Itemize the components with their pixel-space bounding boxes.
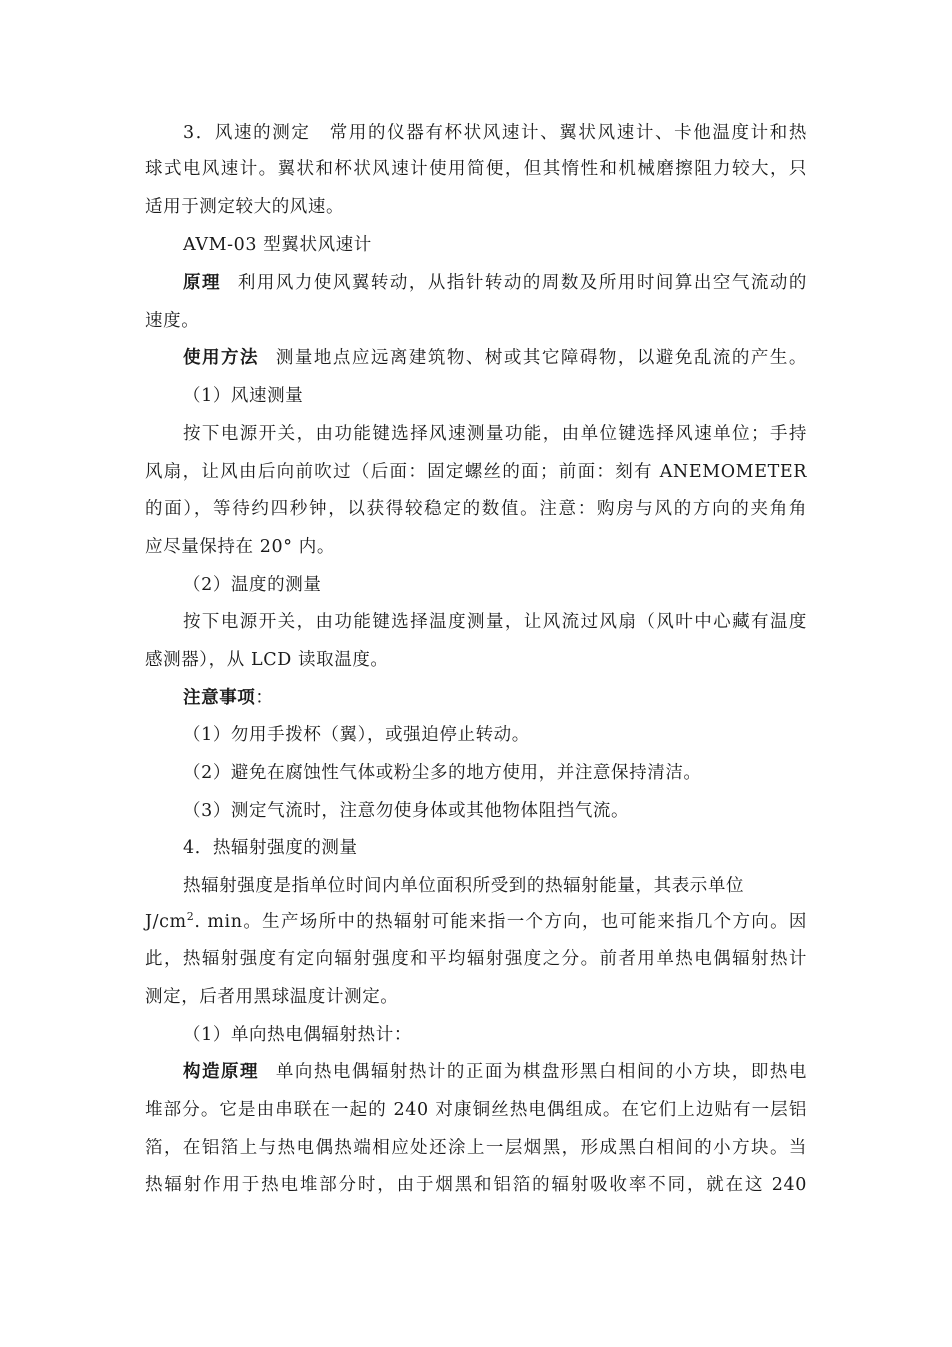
paragraph-line <box>145 195 807 219</box>
line-text: （1）单向热电偶辐射热计： <box>183 1025 412 1045</box>
sub-heading <box>183 1023 807 1047</box>
line-text: . min。生产场所中的热辐射可能来指一个方向，也可能来指几个方向。因 <box>194 912 807 932</box>
line-text: 热辐射强度是指单位时间内单位面积所受到的热辐射能量，其表示单位 <box>183 876 745 896</box>
section-heading <box>183 836 807 860</box>
paragraph-line <box>145 497 807 521</box>
line-text: 测定，后者用黑球温度计测定。 <box>145 987 399 1007</box>
paragraph-line <box>145 910 807 934</box>
line-text: 箔，在铝箔上与热电偶热端相应处还涂上一层烟黑，形成黑白相间的小方块。当 <box>145 1138 807 1158</box>
term-label: 注意事项 <box>183 688 256 708</box>
paragraph-line <box>183 346 807 370</box>
list-item <box>183 723 807 747</box>
line-text: 应尽量保持在 20° 内。 <box>145 537 335 557</box>
line-text: 按下电源开关，由功能键选择温度测量，让风流过风扇（风叶中心藏有温度 <box>183 612 807 632</box>
line-text: 适用于测定较大的风速。 <box>145 197 345 217</box>
list-item <box>183 799 807 823</box>
line-text: （3）测定气流时，注意勿使身体或其他物体阻挡气流。 <box>183 801 630 821</box>
term-label: 构造原理 <box>183 1062 259 1082</box>
term-label: 原理 <box>183 273 221 293</box>
paragraph-line <box>183 874 807 898</box>
paragraph-line <box>145 648 807 672</box>
paragraph-line <box>145 535 807 559</box>
section-heading <box>183 233 807 257</box>
line-text: 按下电源开关，由功能键选择风速测量功能，由单位键选择风速单位；手持 <box>183 424 807 444</box>
line-text: （2）温度的测量 <box>183 575 322 595</box>
sub-heading <box>183 384 807 408</box>
line-text: 测量地点应远离建筑物、树或其它障碍物，以避免乱流的产生。 <box>275 348 807 368</box>
line-text: 速度。 <box>145 311 200 331</box>
paragraph-line <box>183 422 807 446</box>
paragraph-line <box>145 157 807 181</box>
term-label: 使用方法 <box>183 348 259 368</box>
paragraph-line <box>183 271 807 295</box>
unit-prefix: J/cm <box>145 912 187 932</box>
list-item <box>183 761 807 785</box>
line-text: （1）风速测量 <box>183 386 304 406</box>
line-text: 感测器），从 LCD 读取温度。 <box>145 650 389 670</box>
line-text: 热辐射作用于热电堆部分时，由于烟黑和铝箔的辐射吸收率不同，就在这 240 <box>145 1175 807 1195</box>
paragraph-line <box>145 460 807 484</box>
sub-heading <box>183 573 807 597</box>
paragraph-line <box>145 1136 807 1160</box>
unit-superscript: 2 <box>186 910 195 924</box>
paragraph-line <box>145 985 807 1009</box>
line-text: 此，热辐射强度有定向辐射强度和平均辐射强度之分。前者用单热电偶辐射热计 <box>145 949 807 969</box>
line-text: 风扇，让风由后向前吹过（后面：固定螺丝的面；前面：刻有 ANEMOMETER <box>145 462 807 482</box>
paragraph-line <box>183 610 807 634</box>
line-text: （2）避免在腐蚀性气体或粉尘多的地方使用，并注意保持清洁。 <box>183 763 702 783</box>
line-text: 4．热辐射强度的测量 <box>183 838 358 858</box>
line-text: AVM-03 型翼状风速计 <box>183 235 372 255</box>
paragraph-line <box>145 947 807 971</box>
line-text: 3．风速的测定 常用的仪器有杯状风速计、翼状风速计、卡他温度计和热 <box>183 123 807 143</box>
line-text: （1）勿用手拨杯（翼），或强迫停止转动。 <box>183 725 530 745</box>
notes-heading <box>183 686 807 710</box>
paragraph-line <box>145 309 807 333</box>
line-text: ： <box>255 688 274 708</box>
line-text: 单向热电偶辐射热计的正面为棋盘形黑白相间的小方块，即热电 <box>275 1062 807 1082</box>
line-text: 堆部分。它是由串联在一起的 240 对康铜丝热电偶组成。在它们上边贴有一层铝 <box>145 1100 807 1120</box>
line-text: 利用风力使风翼转动，从指针转动的周数及所用时间算出空气流动的 <box>237 273 807 293</box>
paragraph-line <box>183 1060 807 1084</box>
paragraph-line <box>183 121 807 145</box>
line-text: 的面），等待约四秒钟，以获得较稳定的数值。注意：购房与风的方向的夹角角 <box>145 499 807 519</box>
paragraph-line <box>145 1098 807 1122</box>
line-text: 球式电风速计。翼状和杯状风速计使用简便，但其惰性和机械磨擦阻力较大，只 <box>145 159 807 179</box>
paragraph-line <box>145 1173 807 1197</box>
